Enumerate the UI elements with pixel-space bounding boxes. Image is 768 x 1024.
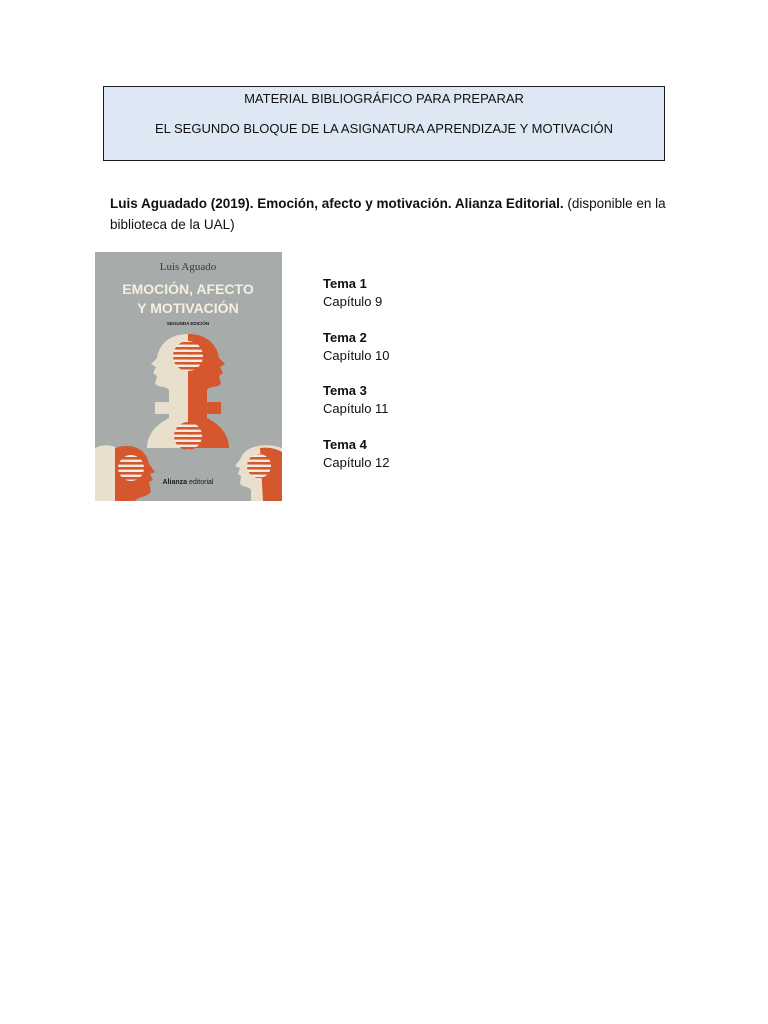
topic-title: Tema 2 bbox=[323, 329, 367, 345]
header-box bbox=[103, 86, 665, 161]
cover-edition: SEGUNDA EDICIÓN bbox=[166, 321, 210, 326]
topic-item bbox=[323, 382, 390, 418]
cover-title-line2: Y MOTIVACIÓN bbox=[137, 300, 239, 316]
book-cover-image bbox=[95, 252, 282, 501]
topic-title: Tema 4 bbox=[323, 436, 367, 452]
cover-title-line1: EMOCIÓN, AFECTO bbox=[122, 281, 254, 297]
cover-author: Luis Aguado bbox=[159, 261, 217, 273]
topic-item bbox=[323, 275, 390, 311]
striped-circle-icon bbox=[174, 422, 202, 450]
topic-item bbox=[323, 329, 390, 365]
topic-chapter: Capítulo 12 bbox=[323, 454, 390, 470]
topic-chapter: Capítulo 9 bbox=[323, 294, 383, 309]
reference-note: (disponible en la biblioteca de la UAL) bbox=[110, 196, 666, 232]
topic-chapter: Capítulo 10 bbox=[323, 347, 390, 363]
topic-item bbox=[323, 436, 390, 472]
header-subtitle: EL SEGUNDO BLOQUE DE LA ASIGNATURA APRENDIZAJE Y MOTIVACIÓN bbox=[154, 121, 613, 136]
reference-citation: Luis Aguadado (2019). Emoción, afecto y motivación. Alianza Editorial. bbox=[110, 196, 564, 211]
cover-publisher-bold: Alianza bbox=[162, 479, 188, 486]
topic-title: Tema 1 bbox=[323, 276, 367, 291]
cover-publisher-rest: editorial bbox=[187, 479, 214, 486]
topic-title: Tema 3 bbox=[323, 383, 367, 398]
topic-chapter: Capítulo 11 bbox=[323, 401, 389, 416]
header-title: MATERIAL BIBLIOGRÁFICO PARA PREPARAR bbox=[244, 91, 524, 106]
cover-publisher bbox=[163, 479, 214, 486]
bibliographic-reference bbox=[110, 193, 670, 235]
topics-list bbox=[323, 275, 390, 489]
striped-circle-icon bbox=[173, 341, 203, 371]
